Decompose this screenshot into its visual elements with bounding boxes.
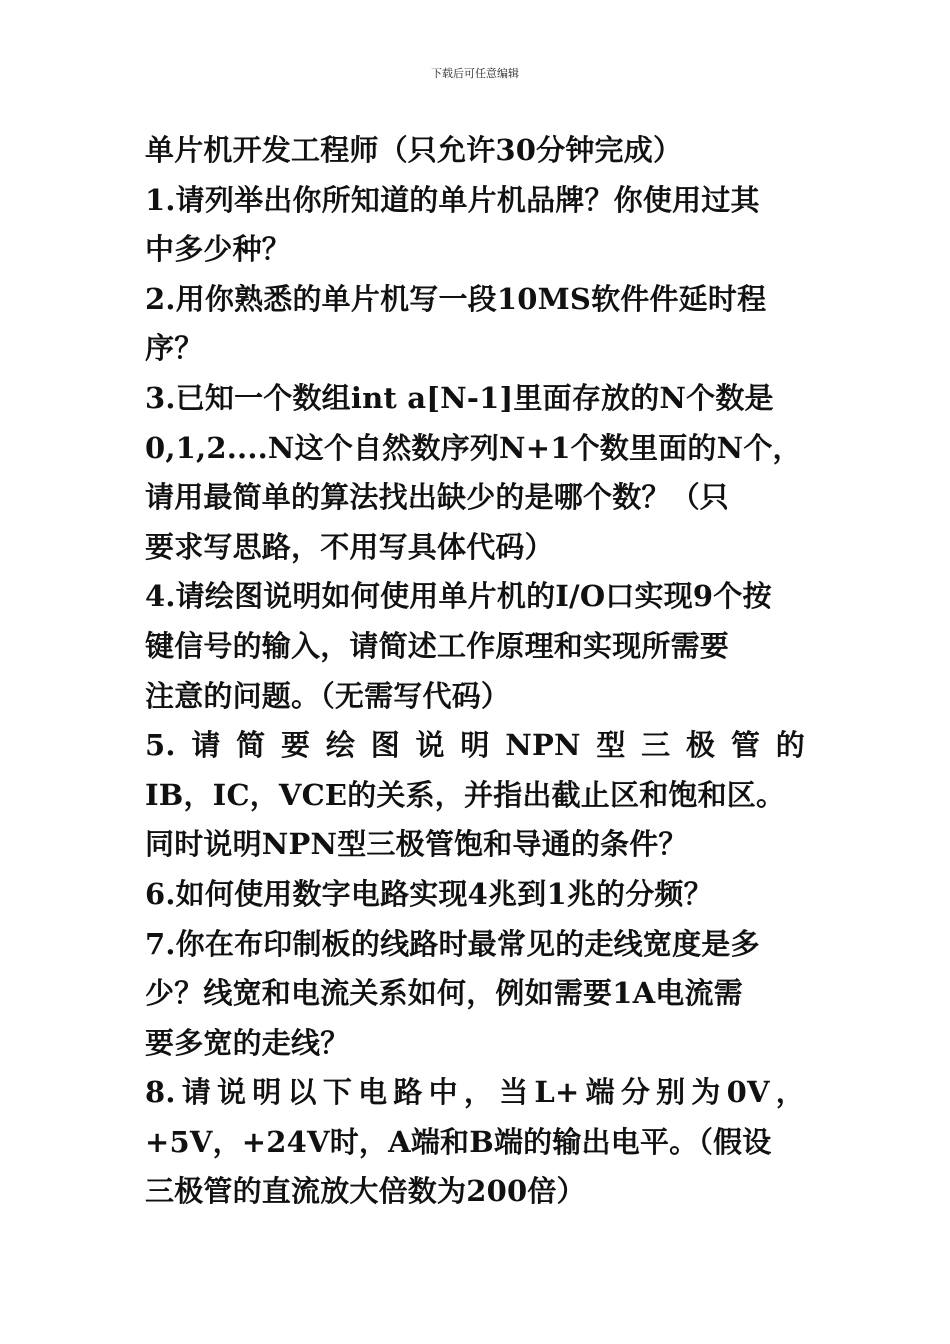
q8-word: 当 — [499, 1075, 529, 1110]
question-8-line-3: 三极管的直流放大倍数为200倍） — [145, 1174, 586, 1209]
q8-word: 别 — [656, 1075, 686, 1110]
q8-word: 为 — [691, 1075, 721, 1110]
q8-word: 8. — [145, 1075, 176, 1110]
question-1-line-1: 1.请列举出你所知道的单片机品牌？你使用过其 — [145, 182, 760, 217]
q5-word: 管 — [730, 728, 761, 763]
q8-word: 0V — [726, 1075, 770, 1110]
q8-word: 明 — [252, 1075, 282, 1110]
q5-word: 5. — [145, 728, 176, 763]
q8-word: 下 — [322, 1075, 353, 1110]
q8-word: ， — [463, 1075, 494, 1110]
document-title: 单片机开发工程师（只允许30分钟完成） — [145, 133, 683, 167]
q8-word: 分 — [620, 1075, 651, 1110]
q8-word: 电 — [358, 1075, 388, 1110]
question-3-line-3: 请用最简单的算法找出缺少的是哪个数？（只 — [145, 480, 730, 515]
question-1-line-2: 中多少种？ — [145, 232, 292, 267]
q8-word: 说 — [217, 1075, 247, 1110]
q5-word: 极 — [686, 728, 716, 763]
question-2-line-2: 序？ — [145, 331, 204, 366]
question-7-line-1: 7.你在布印制板的线路时最常见的走线宽度是多 — [145, 926, 760, 961]
q5-word: 明 — [460, 728, 490, 763]
q5-word: 三 — [641, 728, 671, 763]
q5-word: 图 — [370, 728, 400, 763]
q5-word: 绘 — [325, 728, 356, 763]
q5-word: NPN — [505, 728, 581, 763]
page-header: 下载后可任意编辑 — [431, 67, 519, 80]
q8-word: 请 — [181, 1075, 211, 1110]
question-8-line-1 — [145, 1068, 805, 1118]
question-7-line-2: 少？线宽和电流关系如何，例如需要1A电流需 — [145, 976, 743, 1011]
question-5-line-1 — [145, 721, 805, 771]
q5-word: 型 — [596, 728, 626, 763]
q8-word: 路 — [393, 1075, 423, 1110]
question-3-line-1: 3.已知一个数组int a[N-1]里面存放的N个数是 — [145, 380, 774, 415]
question-5-line-2: IB，IC，VCE的关系，并指出截止区和饱和区。 — [145, 777, 786, 812]
document-body — [145, 126, 810, 1217]
q5-word: 简 — [236, 728, 266, 763]
q5-word: 请 — [191, 728, 221, 763]
question-7-line-3: 要多宽的走线？ — [145, 1025, 350, 1060]
q8-word: 中 — [428, 1075, 458, 1110]
q8-word: L+ — [534, 1075, 580, 1110]
question-6-line-1: 6.如何使用数字电路实现4兆到1兆的分频？ — [145, 876, 713, 911]
q8-word: ， — [775, 1075, 805, 1110]
question-4-line-1: 4.请绘图说明如何使用单片机的I/O口实现9个按 — [145, 579, 772, 614]
question-5-line-3: 同时说明NPN型三极管饱和导通的条件？ — [145, 827, 688, 862]
question-4-line-2: 键信号的输入，请简述工作原理和实现所需要 — [145, 628, 730, 663]
q5-word: 的 — [775, 728, 805, 763]
question-8-line-2: +5V，+24V时，A端和B端的输出电平。（假设 — [145, 1124, 772, 1159]
question-2-line-1: 2.用你熟悉的单片机写一段10MS软件件延时程 — [145, 281, 767, 316]
q8-word: 端 — [585, 1075, 615, 1110]
q8-word: 以 — [287, 1075, 317, 1110]
question-3-line-4: 要求写思路，不用写具体代码） — [145, 529, 554, 564]
question-4-line-3: 注意的问题。（无需写代码） — [145, 678, 511, 713]
q5-word: 说 — [415, 728, 445, 763]
question-3-line-2: 0,1,2....N这个自然数序列N+1个数里面的N个， — [145, 430, 802, 465]
q5-word: 要 — [281, 728, 311, 763]
